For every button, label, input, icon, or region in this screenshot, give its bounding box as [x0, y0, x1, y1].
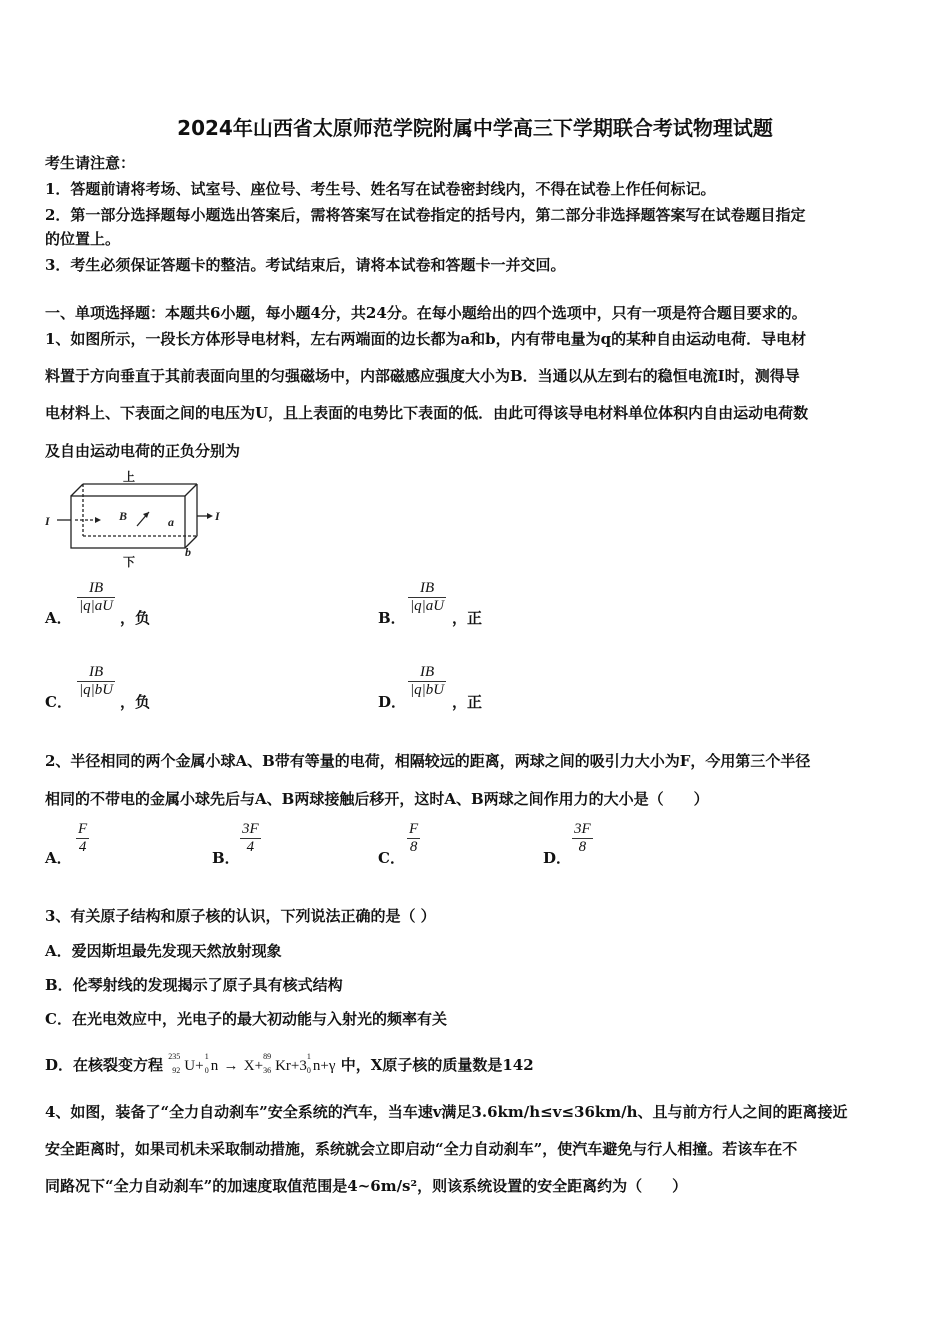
krypton-nuclide: 89 36 Kr [263, 1052, 291, 1075]
option-c[interactable]: C． [378, 849, 405, 867]
notice-item: 2．第一部分选择题每小题选出答案后，需将答案写在试卷指定的括号内，第二部分非选择题答案写在试卷题目指定 [45, 206, 806, 224]
option-d-suffix: 中，X原子核的质量数是142 [340, 1056, 534, 1074]
option-b-fraction: $\frac{3F}{4}$ [242, 821, 259, 855]
notice-item: 1．答题前请将考场、试室号、座位号、考生号、姓名写在试卷密封线内，不得在试卷上作任何标记。 [45, 180, 716, 198]
reaction-arrow: → [223, 1058, 239, 1074]
option-a-fraction: $\frac{IB}{|q|aU}$ [79, 580, 114, 614]
option-d[interactable]: D． [378, 693, 407, 711]
gamma-term: +γ [320, 1058, 336, 1074]
option-c-fraction: $\frac{IB}{|q|bU}$ [79, 664, 114, 698]
option-a-sign: ，负 [120, 609, 151, 627]
option-d[interactable]: D． [543, 849, 572, 867]
conductor-block-figure [45, 470, 225, 570]
option-a[interactable]: A． [45, 609, 72, 627]
bottom-face-label: 下 [123, 555, 136, 569]
section-heading: 一、单项选择题：本题共6小题，每小题4分，共24分。在每小题给出的四个选项中，只有一项是符合题目要求的。 [45, 304, 807, 322]
q4-stem-line: 安全距离时，如果司机未采取制动措施，系统就会立即启动“全力自动刹车”，使汽车避免与行人相撞。若该车在不 [45, 1140, 798, 1158]
q1-stem-line: 1、如图所示，一段长方体形导电材料，左右两端面的边长都为a和b，内有带电量为q的某种自由运动电荷．导电材 [45, 330, 807, 348]
option-a[interactable]: A．爱因斯坦最先发现天然放射现象 [45, 942, 282, 960]
plus-sign: + [195, 1058, 204, 1074]
side-label-b: b [185, 545, 191, 559]
option-b[interactable]: B．伦琴射线的发现揭示了原子具有核式结构 [45, 976, 343, 994]
neutron-nuclide: 1 0 n [204, 1052, 219, 1075]
q1-stem-line: 料置于方向垂直于其前表面向里的匀强磁场中，内部磁感应强度大小为B．当通以从左到右的稳恒电流I时，测得导 [45, 367, 800, 385]
option-a[interactable]: A． [45, 849, 72, 867]
q4-stem-line: 4、如图，装备了“全力自动刹车”安全系统的汽车，当车速v满足3.6km/h≤v≤36km/h、且与前方行人之间的距离接近 [45, 1103, 848, 1121]
q1-stem-line: 及自由运动电荷的正负分别为 [45, 442, 241, 460]
field-label: B [119, 509, 128, 523]
option-b-sign: ，正 [452, 609, 483, 627]
option-b[interactable]: B． [378, 609, 406, 627]
option-c[interactable]: C．在光电效应中，光电子的最大初动能与入射光的频率有关 [45, 1010, 447, 1028]
option-c[interactable]: C． [45, 693, 72, 711]
page-title: 2024年山西省太原师范学院附属中学高三下学期联合考试物理试题 [177, 116, 773, 140]
option-d-fraction: $\frac{3F}{8}$ [574, 821, 591, 855]
current-label-right: I [215, 509, 220, 523]
q2-stem-line: 相同的不带电的金属小球先后与A、B两球接触后移开，这时A、B两球之间作用力的大小是（ ） [45, 790, 709, 808]
option-d-sign: ，正 [452, 693, 483, 711]
notice-heading: 考生请注意： [45, 154, 136, 172]
option-c-sign: ，负 [120, 693, 151, 711]
notice-item: 的位置上。 [45, 230, 121, 248]
q4-stem-line: 同路况下“全力自动刹车”的加速度取值范围是4~6m/s²，则该系统设置的安全距离约为（ ） [45, 1177, 688, 1195]
option-c-fraction: $\frac{F}{8}$ [409, 821, 419, 855]
current-label-left: I [45, 514, 50, 528]
option-d-fraction: $\frac{IB}{|q|bU}$ [410, 664, 445, 698]
option-b[interactable]: B． [212, 849, 240, 867]
option-d[interactable] [45, 1054, 534, 1075]
coefficient: +3 [290, 1058, 307, 1074]
q3-stem: 3、有关原子结构和原子核的认识，下列说法正确的是（ ） [45, 907, 436, 925]
q1-stem-line: 电材料上、下表面之间的电压为U，且上表面的电势比下表面的低．由此可得该导电材料单位体积内自由运动电荷数 [45, 404, 809, 422]
uranium-nuclide: 235 92 U [168, 1052, 196, 1075]
top-face-label: 上 [123, 470, 136, 484]
option-d-prefix: D．在核裂变方程 [45, 1056, 164, 1074]
notice-item: 3．考生必须保证答题卡的整洁。考试结束后，请将本试卷和答题卡一并交回。 [45, 256, 566, 274]
option-a-fraction: $\frac{F}{4}$ [78, 821, 88, 855]
neutron-nuclide: 1 0 n [306, 1052, 321, 1075]
q2-stem-line: 2、半径相同的两个金属小球A、B带有等量的电荷，相隔较远的距离，两球之间的吸引力大小为F，今用第三个半径 [45, 752, 811, 770]
unknown-nucleus: X+ [243, 1058, 264, 1074]
option-b-fraction: $\frac{IB}{|q|aU}$ [410, 580, 445, 614]
side-label-a: a [168, 515, 174, 529]
